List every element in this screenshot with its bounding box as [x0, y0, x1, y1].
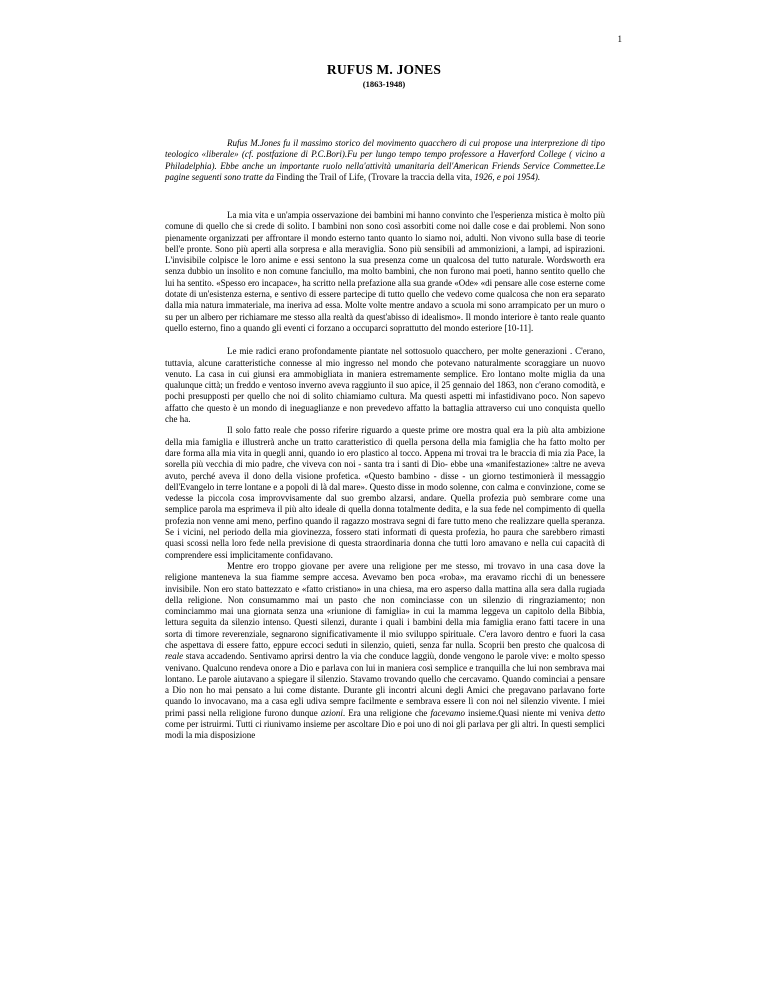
paragraph-2: Le mie radici erano profondamente piantate nel sottosuolo quacchero, per molte generazioni . C'erano, tuttavia, alcune caratteristiche connesse al mio ingresso nel mondo che potevano naturalmente scoraggiare un nuovo venuto. La casa in cui giunsi era ammobigliata in maniera estremamente semplice. Ero lontano molte miglia da una qualunque città; un freddo e ventoso inverno aveva raggiunto il suo apice, il 25 gennaio del 1863, non c'erano comodità, e pochi presupposti per quello che noi di solito chiamiamo cultura. Ma questi aspetti mi infastidivano poco. Non sapevo affatto che questo è un mondo di ineguaglianze e non prevedevo affatto la battaglia attraverso cui uno conquista quello che ha.: [165, 346, 605, 425]
paragraph-4-part-a: Mentre ero troppo giovane per avere una religione per me stesso, mi trovavo in una casa dove la religione manteneva la sua fiamme sempre accesa. Avevamo ben poca «roba», ma eravamo ricchi di un benessere invisibile. Non ero stato battezzato e «fatto cristiano» in una chiesa, ma ero asperso dalla mattina alla sera dalla rugiada della religione. Non consumammo mai un pasto che non cominciasse con un silenzio di ringraziamento; non cominciammo mai una giornata senza una «riunione di famiglia» in cui la mamma leggeva un capitolo della Bibbia, lettura seguita da silenzio intenso. Questi silenzi, durante i quali i bambini della mia famiglia erano fatti tacere in una sorta di timore reverenziale, segnarono significativamente il mio sviluppo spirituale. C'era lavoro dentro e fuori la casa che aspettava di essere fatto, eppure eccoci seduti in silenzio, quieti, senza far nulla. Scoprii ben presto che qualcosa di: [165, 560, 605, 650]
intro-italic-text: Rufus M.Jones fu il massimo storico del movimento quacchero di cui propose una interprezione di tipo teologico «liberale» (cf. postfazione di P.C.Bori).Fu per lungo tempo tempo professore a Haverford College ( vicino a Philadelphia). Ebbe anche un importante ruolo nella'attività umanitaria dell'American Friends Service Commettee.Le pagine seguenti sono tratte da: [165, 138, 605, 182]
paragraph-4: [165, 561, 605, 742]
document-dates: (1863-1948): [362, 79, 406, 89]
paragraph-4-part-e: come per istruirmi. Tutti ci riunivamo insieme per ascoltare Dio e poi uno di noi gli parlava per gli altri. In questi semplici modi la mia disposizione: [165, 719, 605, 741]
emphasis-detto: detto: [587, 707, 606, 718]
emphasis-reale: reale: [165, 651, 184, 662]
paragraph-3: Il solo fatto reale che posso riferire riguardo a queste prime ore mostra qual era la più alta ambizione della mia famiglia e illustrerà anche un tratto caratteristico di quella persona della mia famiglia che ha fatto molto per dare forma alla mia vita in quegli anni, quando io ero plastico al tocco. Appena mi trovai tra le braccia di mia zia Pace, la sorella più vecchia di mio padre, che viveva con noi - santa tra i santi di Dio- ebbe una «manifestazione» :altre ne aveva avuto, perché aveva il dono della visione profetica. «Questo bambino - disse - un giorno testimonierà il messaggio dell'Evangelo in terre lontane e a popoli di là dal mare». Questo disse in modo solenne, con calma e convinzione, come se vedesse la piccola cosa improvvisamente dal suo grembo alzarsi, andare. Quella profezia può sembrare come una semplice parola ma esprimeva il più alto ideale di quella donna totalmente dedita, e la sua fede nel compimento di quella profezia non venne ami meno, perfino quando il ragazzo mostrava segni di fare tutto meno che realizzare quella speranza. Se i vicini, nel periodo della mia giovinezza, fossero stati informati di questa profezia, ho paura che sarebbero rimasti quasi scossi nella loro fede nella previsione di questa straordinaria donna che tutti loro amavano e nella cui capacità di comprendere essi implicitamente confidavano.: [165, 425, 605, 560]
paragraph-4-part-c: . Era una religione che: [342, 707, 428, 718]
intro-normal-text: Finding the Trail of Life, (Trovare la traccia della vita,: [276, 171, 473, 182]
main-text: [165, 210, 605, 742]
paragraph-1: La mia vita e un'ampia osservazione dei bambini mi hanno convinto che l'esperienza mistica è molto più comune di quello che si crede di solito. I bambini non sono così assorbiti come noi dalle cose e dai problemi. Non sono pienamente organizzati per affrontare il mondo esterno tanto quanto lo siamo noi, adulti. Non vivono sulla base di teorie bell'e pronte. Sono più aperti alla sorpresa e alla meraviglia. Sono più sensibili ad ammonizioni, a lampi, ad ispirazioni. L'invisibile colpisce le loro anime e essi sentono la sua presenza come un qualcosa del tutto naturale. Wordsworth era senza dubbio un insolito e non comune fanciullo, ma molto bambini, che non furono mai poeti, hanno sentito quello che lui ha sentito. «Spesso ero incapace», ha scritto nella prefazione alla sua grande «Ode» «di pensare alle cose esterne come dotate di un'esistenza esterna, e sentivo di essere partecipe di tutto quello che vedevo come qualcosa che non era separato dalla mia natura immateriale, ma ineriva ad essa. Molte volte mentre andavo a scuola mi sono arrampicato per un muro o su per un albero per richiamare me stesso alla realtà da quest'abisso di idealismo». Il mondo interiore è tanto reale quanto quello esterno, fino a quando gli eventi ci forzano a occuparci soprattutto del mondo esteriore [10-11].: [165, 210, 605, 333]
emphasis-facevamo: facevamo: [430, 707, 465, 718]
document-title: RUFUS M. JONES: [326, 62, 442, 77]
intro-paragraph: [165, 138, 605, 183]
emphasis-azioni: azioni: [320, 707, 343, 718]
paragraph-4-part-b: stava accadendo. Sentivamo aprirsi dentro la via che conduce laggiù, donde vengono le parole vive: e molto spesso venivano. Qualcuno rendeva onore a Dio e parlava con lui in maniera così semplice e tranquilla che lui non sembrava mai lontano. Le parole aiutavano a spiegare il silenzio. Stavamo trovando quello che cercavamo. Quando cominciai a pensare a Dio non ho mai pensato a lui come distante. Durante gli incontri alcuni degli Amici che pregavano parlavano forte quando lo invocavano, ma a casa egli udiva sempre facilmente e sembrava essere lì con noi nel silenzio vivente. I miei primi passi nella religione furono dunque: [165, 651, 606, 718]
intro-note: [165, 138, 605, 183]
intro-italic-end: 1926, e poi 1954).: [474, 171, 541, 182]
paragraph-4-part-d: insieme.Quasi niente mi veniva: [468, 707, 584, 718]
page-number: 1: [617, 34, 622, 44]
